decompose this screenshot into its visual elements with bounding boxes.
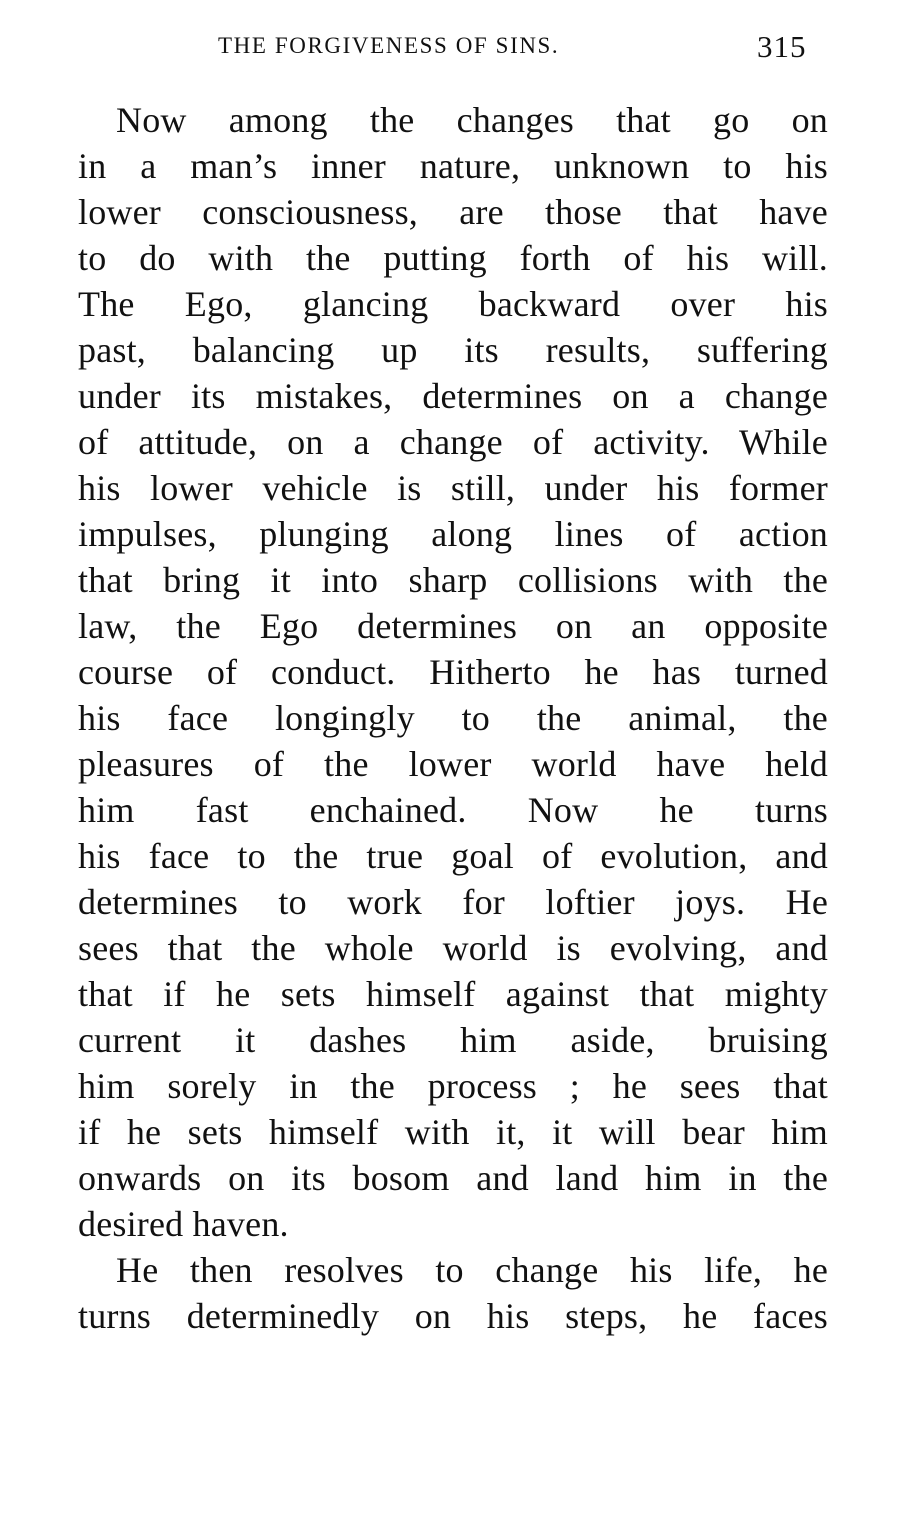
text-line: to do with the putting forth of his will. <box>78 238 828 278</box>
text-line: his face longingly to the animal, the <box>78 698 828 738</box>
text-line: him sorely in the process ; he sees that <box>78 1066 828 1106</box>
text-line: impulses, plunging along lines of action <box>78 514 828 554</box>
text-line: sees that the whole world is evolving, and <box>78 928 828 968</box>
text-line: that if he sets himself against that mighty <box>78 974 828 1014</box>
text-line: of attitude, on a change of activity. While <box>78 422 828 462</box>
text-line: that bring it into sharp collisions with the <box>78 560 828 600</box>
text-line: desired haven. <box>78 1204 289 1244</box>
body-text <box>78 97 828 1339</box>
text-line: in a man’s inner nature, unknown to his <box>78 146 828 186</box>
page-number: 315 <box>757 29 807 64</box>
text-line: He then resolves to change his life, he <box>116 1250 828 1290</box>
text-line: his lower vehicle is still, under his former <box>78 468 828 508</box>
text-line: past, balancing up its results, suffering <box>78 330 828 370</box>
text-line: pleasures of the lower world have held <box>78 744 828 784</box>
text-line: course of conduct. Hitherto he has turned <box>78 652 828 692</box>
text-line: turns determinedly on his steps, he faces <box>78 1296 828 1336</box>
text-line: determines to work for loftier joys. He <box>78 882 828 922</box>
paragraph-1 <box>78 97 828 1247</box>
text-line: law, the Ego determines on an opposite <box>78 606 828 646</box>
running-title: THE FORGIVENESS OF SINS. <box>218 33 560 58</box>
text-line: lower consciousness, are those that have <box>78 192 828 232</box>
running-head <box>0 30 900 70</box>
text-line: under its mistakes, determines on a change <box>78 376 828 416</box>
text-line: current it dashes him aside, bruising <box>78 1020 828 1060</box>
text-line: onwards on its bosom and land him in the <box>78 1158 828 1198</box>
paragraph-2 <box>78 1247 828 1339</box>
text-line: The Ego, glancing backward over his <box>78 284 828 324</box>
text-line: his face to the true goal of evolution, and <box>78 836 828 876</box>
text-line: him fast enchained. Now he turns <box>78 790 828 830</box>
text-line: if he sets himself with it, it will bear him <box>78 1112 828 1152</box>
text-line: Now among the changes that go on <box>116 100 828 140</box>
